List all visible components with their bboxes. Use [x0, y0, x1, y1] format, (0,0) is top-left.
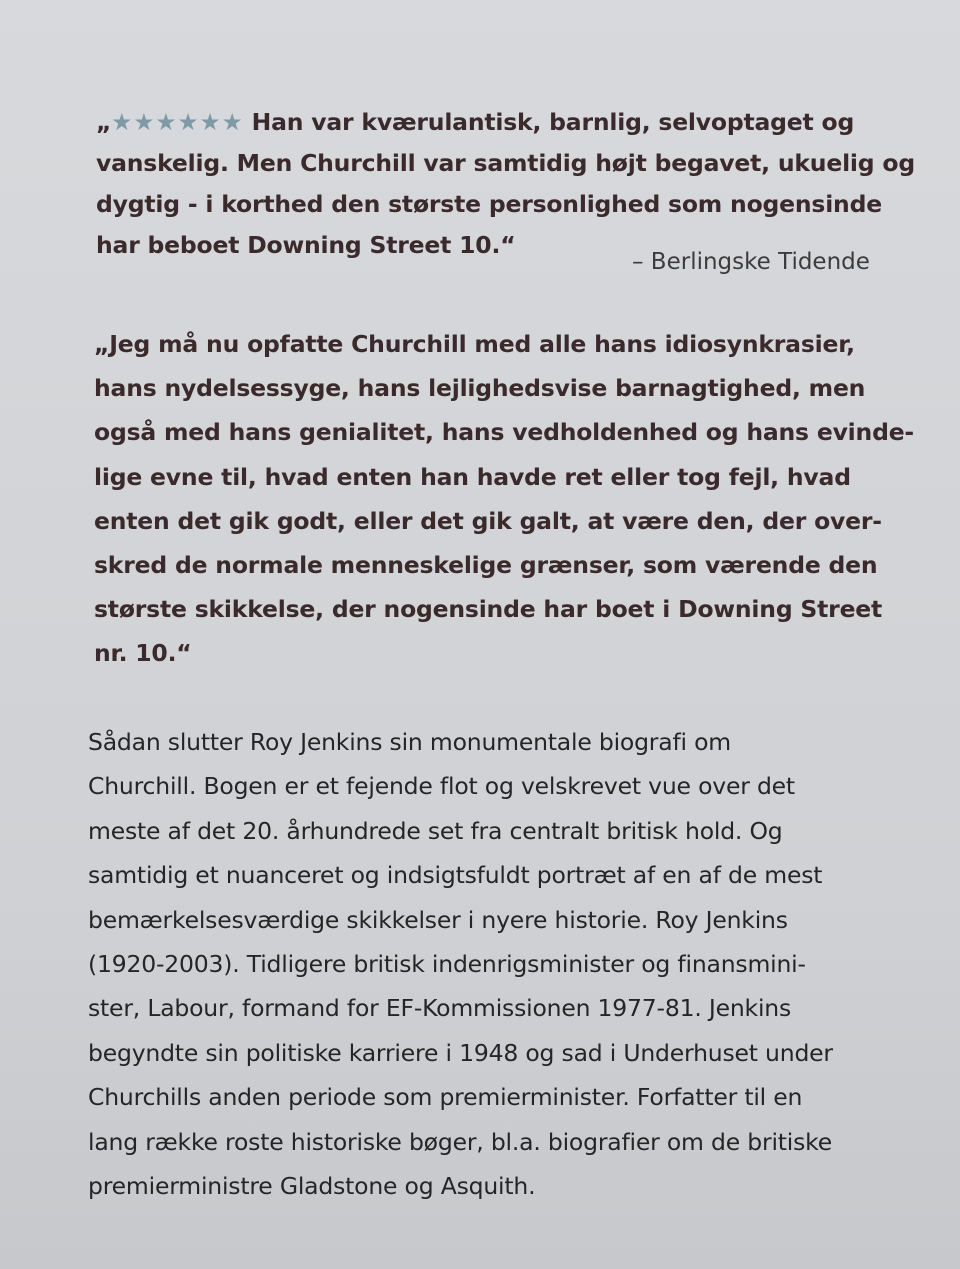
- rating-stars-icon: ★★★★★★: [111, 108, 244, 136]
- quote1-line-1: [96, 102, 896, 143]
- quote2-line-5: enten det gik godt, eller det gik galt, at være den, der over-: [94, 506, 882, 535]
- quote2-line-6: skred de normale menneskelige grænser, som værende den: [94, 551, 878, 580]
- body-line-2: Churchill. Bogen er et fejende flot og velskrevet vue over det: [88, 772, 795, 801]
- quote2-line-2: hans nydelsessyge, hans lejlighedsvise barnagtighed, men: [94, 374, 866, 403]
- body-line-1: Sådan slutter Roy Jenkins sin monumentale biografi om: [88, 728, 731, 756]
- quote2-line-1: „Jeg må nu opfatte Churchill med alle hans idiosynkrasier,: [94, 330, 855, 358]
- body-line-11: premierministre Gladstone og Asquith.: [88, 1172, 536, 1201]
- book-description: [88, 720, 908, 1208]
- quote2-line-7: største skikkelse, der nogensinde har boet i Downing Street: [94, 595, 883, 624]
- body-line-4: samtidig et nuanceret og indsigtsfuldt portræt af en af de mest: [88, 861, 823, 890]
- quote1-line-1-text: Han var kværulantisk, barnlig, selvoptaget og: [243, 108, 855, 136]
- quote2-line-3: også med hans genialitet, hans vedholdenhed og hans evinde-: [94, 418, 914, 447]
- body-line-7: ster, Labour, formand for EF-Kommissionen 1977-81. Jenkins: [88, 994, 792, 1023]
- body-line-6: (1920-2003). Tidligere britisk indenrigsminister og finansmini-: [88, 950, 806, 979]
- quote1-line-3: dygtig - i korthed den største personlighed som nogensinde: [96, 190, 882, 218]
- quote2-line-8: nr. 10.“: [94, 639, 192, 668]
- quote1-open-mark: „: [96, 108, 112, 136]
- body-line-9: Churchills anden periode som premierminister. Forfatter til en: [88, 1083, 803, 1112]
- body-line-3: meste af det 20. århundrede set fra centralt britisk hold. Og: [88, 816, 783, 845]
- quote2-line-4: lige evne til, hvad enten han havde ret eller tog fejl, hvad: [94, 462, 851, 491]
- quote1-attribution: – Berlingske Tidende: [632, 249, 870, 275]
- closing-quote-jenkins: [94, 322, 914, 676]
- quote1-line-4: har beboet Downing Street 10.“: [96, 231, 516, 259]
- body-line-10: lang række roste historiske bøger, bl.a. biografier om de britiske: [88, 1127, 832, 1156]
- body-line-8: begyndte sin politiske karriere i 1948 og sad i Underhuset under: [88, 1038, 833, 1067]
- quote1-line-2: vanskelig. Men Churchill var samtidig højt begavet, ukuelig og: [96, 149, 915, 177]
- body-line-5: bemærkelsesværdige skikkelser i nyere historie. Roy Jenkins: [88, 905, 788, 934]
